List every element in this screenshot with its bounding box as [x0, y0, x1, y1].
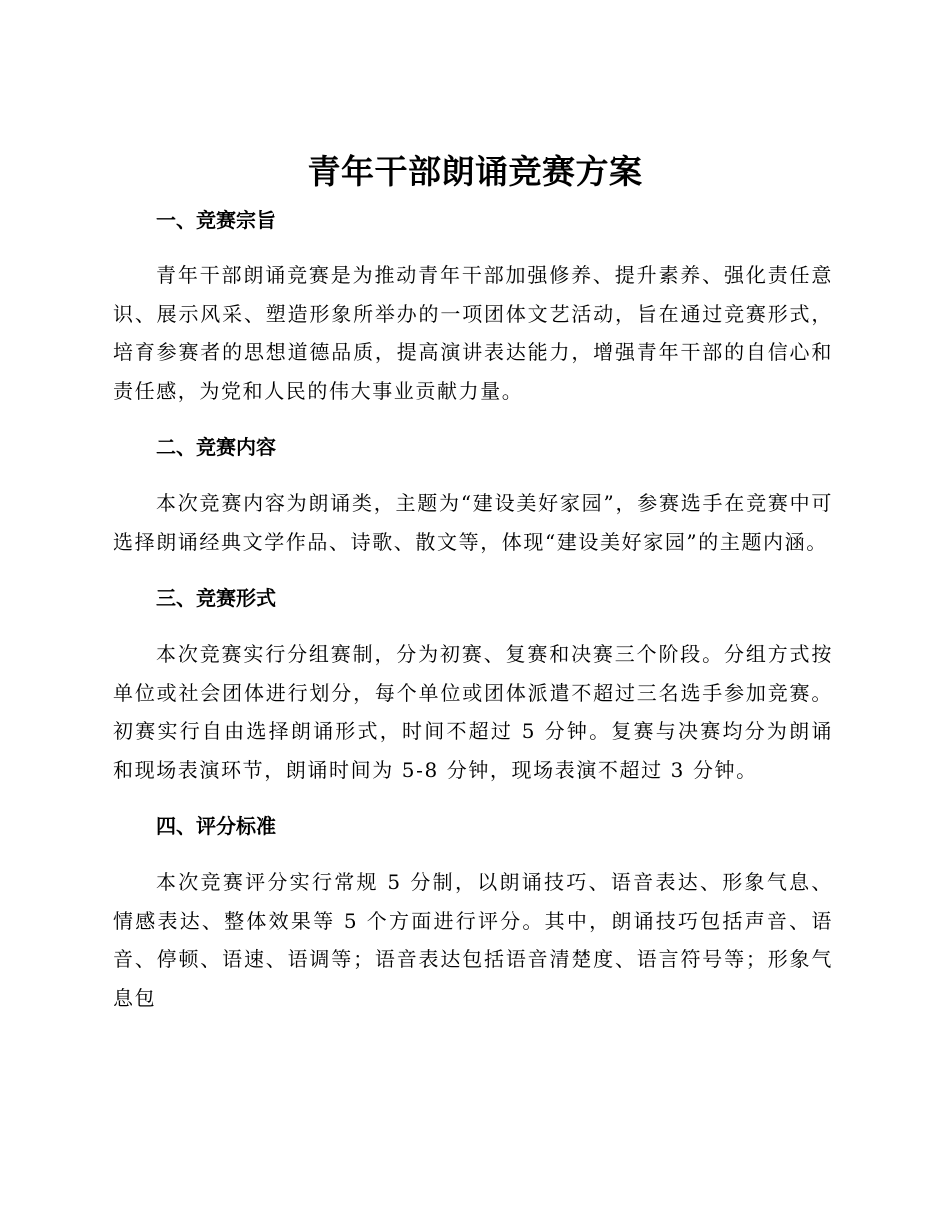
section-paragraph-content: 本次竞赛内容为朗诵类，主题为“建设美好家园”，参赛选手在竞赛中可选择朗诵经典文学作品、诗歌、散文等，体现“建设美好家园”的主题内涵。 — [113, 491, 833, 554]
section-heading-purpose: 一、竞赛宗旨 — [156, 208, 276, 232]
section-heading-scoring: 四、评分标准 — [156, 814, 276, 838]
section-heading-format: 三、竞赛形式 — [156, 586, 276, 610]
section-paragraph-format: 本次竞赛实行分组赛制，分为初赛、复赛和决赛三个阶段。分组方式按单位或社会团体进行划分，每个单位或团体派遣不超过三名选手参加竞赛。初赛实行自由选择朗诵形式，时间不超过 5 分钟。复赛与决赛均分为朗诵和现场表演环节，朗诵时间为 5-8 分钟，现场表演不超过 3 分钟。 — [113, 642, 833, 782]
document-body — [113, 200, 833, 1017]
section-paragraph-purpose: 青年干部朗诵竞赛是为推动青年干部加强修养、提升素养、强化责任意识、展示风采、塑造形象所举办的一项团体文艺活动，旨在通过竞赛形式，培育参赛者的思想道德品质，提高演讲表达能力，增强青年干部的自信心和责任感，为党和人民的伟大事业贡献力量。 — [113, 263, 833, 403]
document-title: 青年干部朗诵竞赛方案 — [307, 152, 643, 191]
section-paragraph-scoring: 本次竞赛评分实行常规 5 分制，以朗诵技巧、语音表达、形象气息、情感表达、整体效果等 5 个方面进行评分。其中，朗诵技巧包括声音、语音、停顿、语速、语调等；语音表达包括语音清楚度、语言符号等；形象气息包 — [113, 870, 833, 1010]
section-heading-content: 二、竞赛内容 — [156, 435, 276, 459]
